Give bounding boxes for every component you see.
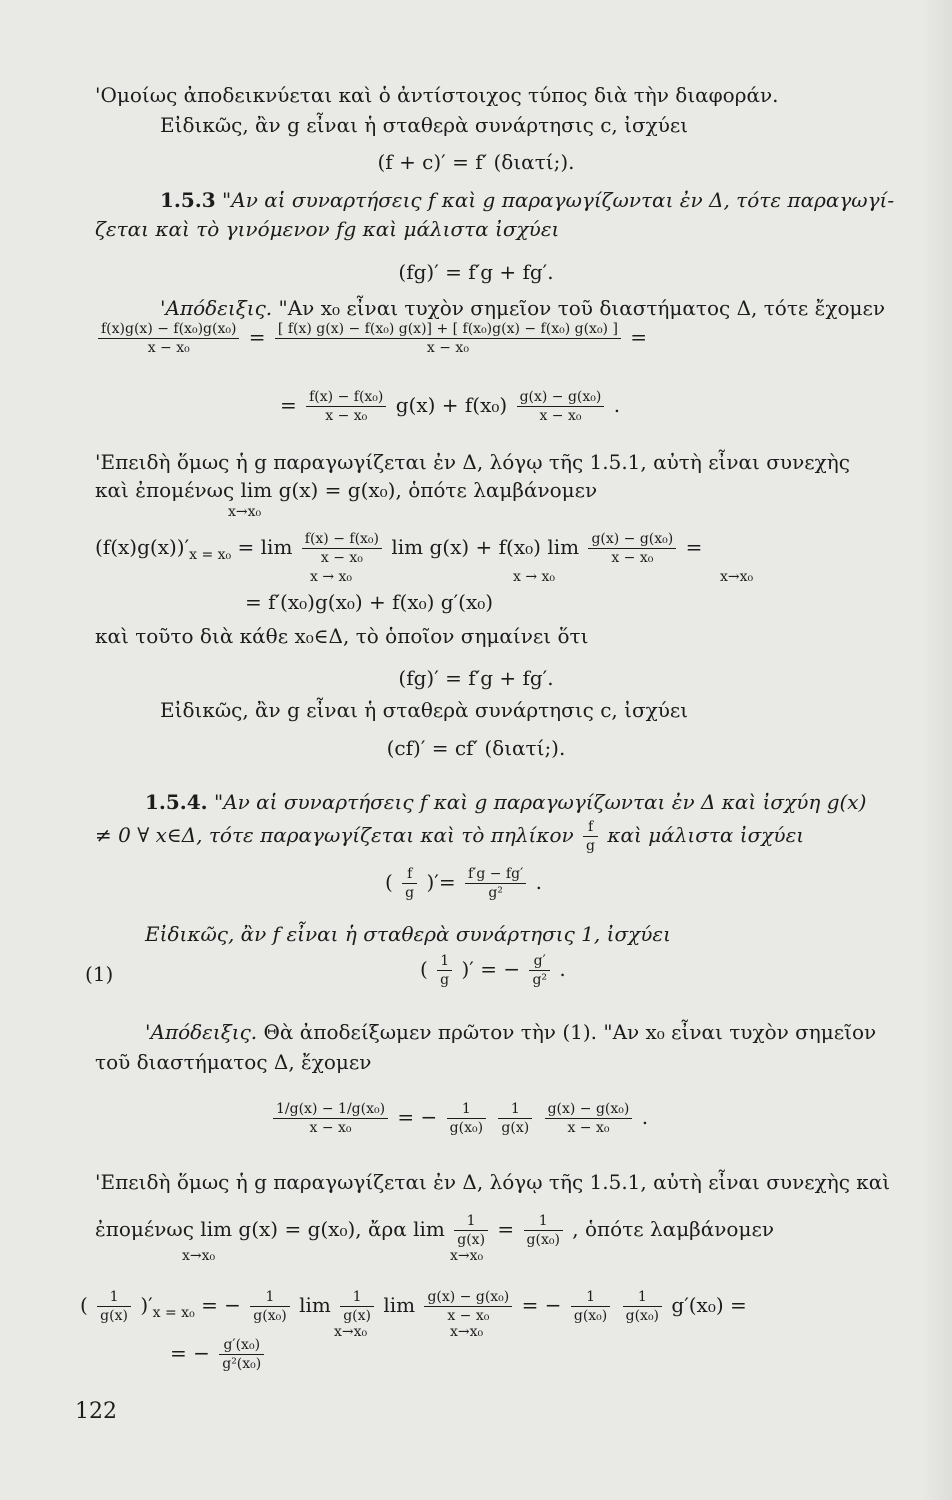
proposition-number: 1.5.3 [160, 188, 216, 212]
fraction: $\frac{\text{g(x) − g(x₀)}}{\text{x − x₀}}$ [424, 1288, 512, 1325]
fraction: $\frac{\text{1/g(x) − 1/g(x₀)}}{\text{x − x₀}}$ [273, 1100, 388, 1137]
text-line: καὶ ἐπομένως lim g(x) = g(x₀), ὁπότε λαμβάνομεν [95, 478, 598, 502]
fraction: $\frac{1}{\text{g(x₀)}}$ [250, 1288, 289, 1325]
limit-subscript: x→x₀ [720, 569, 754, 585]
fraction: $\frac{\text{g′(x₀)}}{\text{g²(x₀)}}$ [219, 1336, 264, 1373]
limit-subscript: x→x₀ [450, 1248, 484, 1264]
limit-subscript: x→x₀ [182, 1248, 216, 1264]
fraction: $\frac{1}{\text{g(x₀)}}$ [447, 1100, 486, 1137]
fraction: $\frac{1}{g(x)}$ [340, 1288, 374, 1325]
text-line: Εἰδικῶς, ἂν f εἶναι ἡ σταθερὰ συνάρτησις 1, ἰσχύει [145, 922, 671, 946]
limit-subscript: x → x₀ [310, 569, 353, 585]
proposition-number: 1.5.4. [145, 790, 208, 814]
text-line: 'Επειδὴ ὅμως ἡ g παραγωγίζεται ἐν Δ, λόγῳ τῆς 1.5.1, αὐτὴ εἶναι συνεχὴς [95, 450, 850, 474]
fraction: $\frac{1}{\text{g(x₀)}}$ [571, 1288, 610, 1325]
proof-label: 'Απόδειξις. [145, 1020, 258, 1044]
proof-line [160, 296, 885, 320]
limit-subscript: x→x₀ [334, 1324, 368, 1340]
formula: = $\frac{\text{f(x) − f(x₀)}}{\text{x − x₀}}$ g(x) + f(x₀) $\frac{\text{g(x) − g(x₀)}}{\text{x − x₀}}$ . [280, 389, 621, 424]
fraction: $\frac{1}{g(x)}$ [97, 1288, 131, 1325]
formula: = f′(x₀)g(x₀) + f(x₀) g′(x₀) [245, 590, 494, 614]
proof-text: "Αν x₀ εἶναι τυχὸν σημεῖον τοῦ διαστήματος Δ, τότε ἔχομεν [278, 296, 886, 320]
proposition-text: ζεται καὶ τὸ γινόμενον fg καὶ μάλιστα ἰσχύει [95, 217, 560, 241]
formula: ( $\frac{1}{g}$ )′ = − $\frac{g'}{\text{g²}}$ . [420, 953, 566, 988]
fraction: $\frac{1}{g(x)}$ [498, 1100, 532, 1137]
formula: ( $\frac{1}{g(x)}$ )$'_{x = x_0}$ = − $\frac{1}{\text{g(x₀)}}$ lim $\frac{1}{g(x)}$ lim $\frac{\text{g(x) − g(x₀)}}{\text{x − x₀}}$ = − $\frac{1}{\text{g(x₀)}}$ $\frac{1}{\text{g(x₀)}}$ g′(x₀) = [80, 1289, 747, 1324]
limit-subscript: x→x₀ [228, 504, 262, 520]
formula: $\frac{\text{f(x)g(x) − f(x₀)g(x₀)}}{\text{x − x₀}}$ = $\frac{\text{[ f(x) g(x) − f(x₀) g(x)] + [ f(x₀)g(x) − f(x₀) g(x₀) ]}}{\text{x − x₀}}$ = [95, 320, 647, 357]
fraction: $\frac{f}{g}$ [402, 865, 417, 902]
proposition-line [160, 188, 894, 212]
page-number: 122 [75, 1399, 117, 1424]
formula: ἐπομένως lim g(x) = g(x₀), ἄρα lim $\frac{1}{g(x)}$ = $\frac{1}{\text{g(x₀)}}$ , ὁπότε λαμβάνομεν [95, 1213, 774, 1248]
fraction: $\frac{\text{f(x) − f(x₀)}}{\text{x − x₀}}$ [302, 530, 382, 567]
text-line: καὶ τοῦτο διὰ κάθε x₀∈Δ, τὸ ὁποῖον σημαίνει ὅτι [95, 624, 589, 648]
fraction: $\frac{\text{f(x) − f(x₀)}}{\text{x − x₀}}$ [306, 388, 386, 425]
proposition-line: ≠ 0 ∀ x∈Δ, τότε παραγωγίζεται καὶ τὸ πηλίκον $\frac{f}{g}$ καὶ μάλιστα ἰσχύει [95, 819, 805, 854]
formula: $\frac{\text{1/g(x) − 1/g(x₀)}}{\text{x − x₀}}$ = − $\frac{1}{\text{g(x₀)}}$ $\frac{1}{g(x)}$ $\frac{\text{g(x) − g(x₀)}}{\text{x − x₀}}$ . [270, 1100, 648, 1137]
text-line: Εἰδικῶς, ἂν g εἶναι ἡ σταθερὰ συνάρτησις c, ἰσχύει [160, 698, 689, 722]
formula: (f + c)′ = f′ (διατί;). [377, 150, 575, 174]
proposition-line [145, 790, 866, 814]
limit-subscript: x → x₀ [513, 569, 556, 585]
fraction: $\frac{1}{\text{g(x₀)}}$ [524, 1212, 563, 1249]
fraction: $\frac{1}{g}$ [437, 952, 452, 989]
fraction: $\frac{g'}{\text{g²}}$ [529, 952, 550, 989]
formula: (fg)′ = f′g + fg′. [398, 666, 554, 690]
formula: (fg)′ = f′g + fg′. [398, 260, 554, 284]
fraction: $\frac{\text{g(x) − g(x₀)}}{\text{x − x₀}}$ [545, 1100, 633, 1137]
proof-text: Θὰ ἀποδείξωμεν πρῶτον τὴν (1). "Αν x₀ εἶναι τυχὸν σημεῖον [263, 1020, 877, 1044]
fraction: $\frac{\text{g(x) − g(x₀)}}{\text{x − x₀}}$ [588, 530, 676, 567]
limit-subscript: x→x₀ [450, 1324, 484, 1340]
fraction: $\frac{\text{g(x) − g(x₀)}}{\text{x − x₀}}$ [517, 388, 605, 425]
fraction: $\frac{1}{g(x)}$ [454, 1212, 488, 1249]
text-line: Εἰδικῶς, ἂν g εἶναι ἡ σταθερὰ συνάρτησις c, ἰσχύει [160, 113, 689, 137]
fraction: $\frac{\text{f(x)g(x) − f(x₀)g(x₀)}}{\text{x − x₀}}$ [98, 320, 239, 357]
proof-line [145, 1020, 876, 1044]
fraction: $\frac{f'g - fg'}{\text{g²}}$ [465, 865, 526, 902]
formula: $(f(x)g(x))'_{x = x_0} = \lim$ $\frac{\text{f(x) − f(x₀)}}{\text{x − x₀}}$ lim g(x) + f(x₀) lim $\frac{\text{g(x) − g(x₀)}}{\text{x − x₀}}$ = [95, 531, 703, 566]
proof-label: 'Απόδειξις. [160, 296, 273, 320]
text-line: τοῦ διαστήματος Δ, ἔχομεν [95, 1050, 372, 1074]
fraction: $\frac{1}{\text{g(x₀)}}$ [623, 1288, 662, 1325]
text-line: 'Επειδὴ ὅμως ἡ g παραγωγίζεται ἐν Δ, λόγῳ τῆς 1.5.1, αὐτὴ εἶναι συνεχὴς καὶ [95, 1170, 891, 1194]
formula: = − $\frac{\text{g′(x₀)}}{\text{g²(x₀)}}$ [170, 1336, 267, 1373]
proposition-text: "Αν αἱ συναρτήσεις f καὶ g παραγωγίζωνται ἐν Δ καὶ ἰσχύη g(x) [214, 790, 867, 814]
equation-label: (1) [85, 962, 114, 986]
text-line: 'Ομοίως ἀποδεικνύεται καὶ ὁ ἀντίστοιχος τύπος διὰ τὴν διαφοράν. [95, 83, 779, 107]
formula: ( $\frac{f}{g}$ )′= $\frac{f'g - fg'}{\text{g²}}$ . [385, 866, 542, 901]
proposition-text: "Αν αἱ συναρτήσεις f καὶ g παραγωγίζωνται ἐν Δ, τότε παραγωγί- [222, 188, 895, 212]
fraction: $\frac{f}{g}$ [583, 818, 598, 855]
fraction: $\frac{\text{[ f(x) g(x) − f(x₀) g(x)] + [ f(x₀)g(x) − f(x₀) g(x₀) ]}}{\text{x − x₀}}$ [275, 320, 621, 357]
formula: (cf)′ = cf′ (διατί;). [386, 736, 566, 760]
